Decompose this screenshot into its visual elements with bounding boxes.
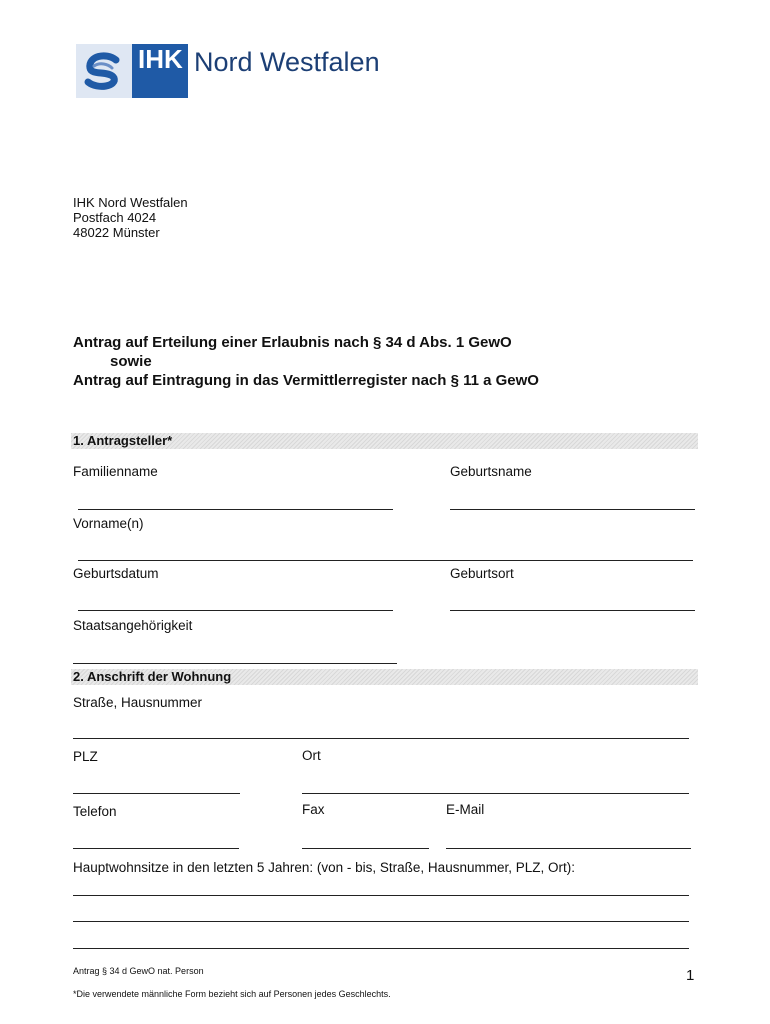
page-number: 1 <box>686 967 695 984</box>
address-line: Postfach 4024 <box>73 210 157 225</box>
geburtsname-field[interactable] <box>450 509 695 510</box>
label-hauptwohnsitze: Hauptwohnsitze in den letzten 5 Jahren: (von - bis, Straße, Hausnummer, PLZ, Ort): <box>73 860 575 875</box>
document-title-line3: Antrag auf Eintragung in das Vermittlerregister nach § 11 a GewO <box>73 372 539 389</box>
label-geburtsdatum: Geburtsdatum <box>73 566 159 581</box>
recipient-address <box>73 195 188 240</box>
plz-field[interactable] <box>73 793 240 794</box>
staatsangehoerigkeit-field[interactable] <box>73 663 397 664</box>
address-line: IHK Nord Westfalen <box>73 195 188 210</box>
label-telefon: Telefon <box>73 804 117 819</box>
logo-brand-text: IHK <box>138 44 183 74</box>
strasse-field[interactable] <box>73 738 689 739</box>
telefon-field[interactable] <box>73 848 239 849</box>
familienname-field[interactable] <box>78 509 393 510</box>
hauptwohnsitz-field-1[interactable] <box>73 895 689 896</box>
logo-region-text: Nord Westfalen <box>194 47 380 77</box>
geburtsort-field[interactable] <box>450 610 695 611</box>
footer-form-id: Antrag § 34 d GewO nat. Person <box>73 966 204 976</box>
hauptwohnsitz-field-3[interactable] <box>73 948 689 949</box>
logo-emblem-icon <box>76 44 132 98</box>
label-geburtsort: Geburtsort <box>450 566 514 581</box>
label-vorname: Vorname(n) <box>73 516 144 531</box>
footer-gender-note: *Die verwendete männliche Form bezieht sich auf Personen jedes Geschlechts. <box>73 989 391 999</box>
label-ort: Ort <box>302 748 321 763</box>
label-strasse: Straße, Hausnummer <box>73 695 203 710</box>
label-geburtsname: Geburtsname <box>450 464 532 479</box>
hauptwohnsitz-field-2[interactable] <box>73 921 689 922</box>
fax-field[interactable] <box>302 848 429 849</box>
document-title-line2: sowie <box>110 353 152 370</box>
label-familienname: Familienname <box>73 464 158 479</box>
address-line: 48022 Münster <box>73 225 160 240</box>
vorname-field[interactable] <box>78 560 693 561</box>
document-title-line1: Antrag auf Erteilung einer Erlaubnis nach § 34 d Abs. 1 GewO <box>73 334 512 351</box>
label-email: E-Mail <box>446 802 485 817</box>
label-staatsangehoerigkeit: Staatsangehörigkeit <box>73 618 193 633</box>
section-heading-residence: 2. Anschrift der Wohnung <box>71 669 698 685</box>
label-plz: PLZ <box>73 749 98 764</box>
section-heading-applicant: 1. Antragsteller* <box>71 433 698 449</box>
label-fax: Fax <box>302 802 325 817</box>
email-field[interactable] <box>446 848 691 849</box>
ort-field[interactable] <box>302 793 689 794</box>
geburtsdatum-field[interactable] <box>78 610 393 611</box>
